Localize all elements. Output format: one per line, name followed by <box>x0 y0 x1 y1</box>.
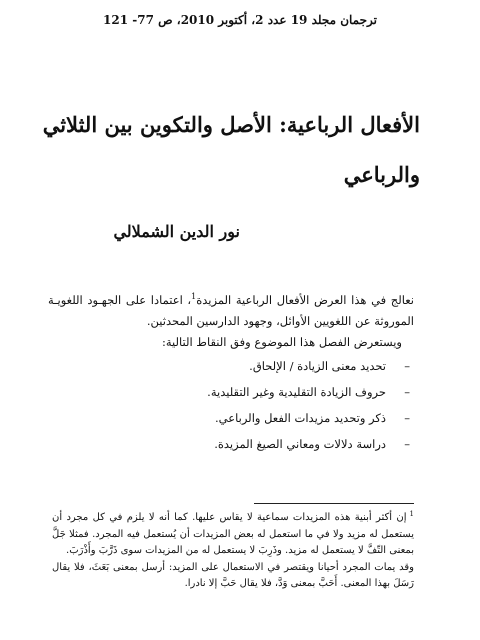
footnote-reference[interactable]: 1 <box>191 292 197 302</box>
outline-intro: ويستعرض الفصل هذا الموضوع وفق النقاط التالية: <box>161 335 402 349</box>
footnote-paragraph-2: وقد يمات المجرد أحيانا ويقتصر في الاستعمال على المزيد: أرسل بمعنى بَعَثَ، فلا يقال رَسَلَ بهذا المعنى. أَحَبَّ بمعنى وَدَّ، فلا يقال حَبَّ إلا نادرا. <box>52 561 414 589</box>
footnote-divider <box>254 503 414 504</box>
outline-list <box>48 357 414 453</box>
list-item <box>48 435 410 453</box>
dash-bullet-icon: – <box>404 359 410 373</box>
dash-bullet-icon: – <box>404 437 410 451</box>
author-name: نور الدين الشملالي <box>113 222 240 241</box>
dash-bullet-icon: – <box>404 411 410 425</box>
article-title <box>40 100 420 200</box>
list-item-text: تحديد معنى الزيادة / الإلحاق. <box>249 359 386 373</box>
article-body <box>48 290 414 461</box>
intro-paragraph <box>48 290 414 332</box>
intro-text-part1: نعالج في هذا العرض الأفعال الرباعية المزيدة <box>196 293 414 307</box>
running-header: ترجمان مجلد 19 عدد 2، أكتوبر 2010، ص 77- 121 <box>103 13 377 27</box>
list-item <box>48 383 410 401</box>
footnote-marker: 1 <box>409 509 414 518</box>
footnote-paragraph-1 <box>52 510 414 560</box>
list-item <box>48 357 410 375</box>
list-item-text: حروف الزيادة التقليدية وغير التقليدية. <box>207 385 386 399</box>
list-item-text: دراسة دلالات ومعاني الصيغ المزيدة. <box>214 437 386 451</box>
article-title-line2: والرباعي <box>343 162 420 187</box>
list-item-text: ذكر وتحديد مزيدات الفعل والرباعي. <box>215 411 386 425</box>
list-item <box>48 409 410 427</box>
footnotes-section <box>52 510 414 593</box>
dash-bullet-icon: – <box>404 385 410 399</box>
intro-text-part2: ، اعتمادا على الجهـود اللغويـة الموروثة عن اللغويين الأوائل، وجهود الدارسين المحدثين. <box>48 293 414 328</box>
footnote-text-1: إن أكثر أبنية هذه المزيدات سماعية لا يقاس عليها. كما أنه لا يلزم في كل مجرد أن يستعمل له مزيد ولا في ما استعمل له بعض المزيدات أن يُستعمل فيه المجرد. فمثلا جَلَّ بمعنى التّفَّ لا يستعمل له مزيد. وذَرِبَ لا يستعمل له من المزيدات سوى ذَرَّبَ وأَذْرَبَ. <box>52 512 414 556</box>
article-title-line1: الأفعال الرباعية: الأصل والتكوين بين الثلاثي <box>42 112 420 137</box>
